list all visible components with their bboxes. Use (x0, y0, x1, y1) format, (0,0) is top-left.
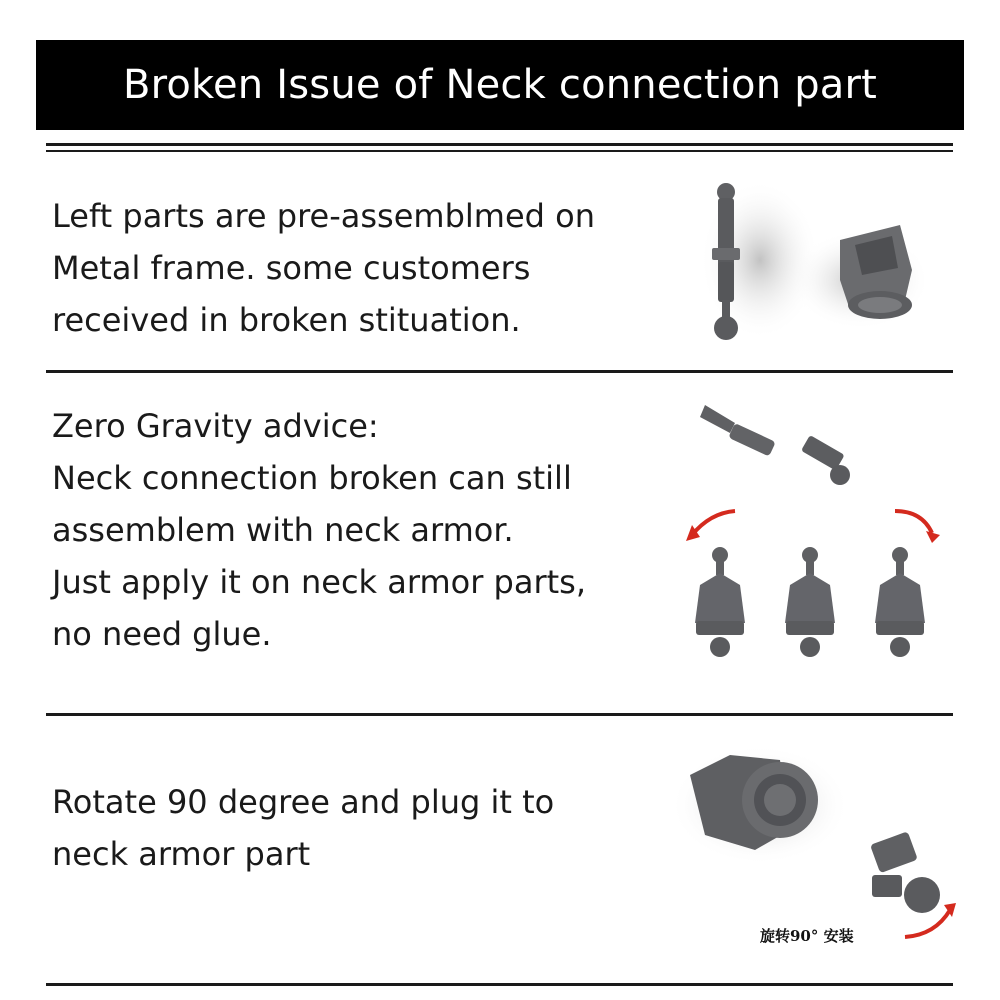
divider-double-top (46, 143, 953, 146)
arrowhead-icon (926, 531, 940, 543)
text-line: neck armor part (52, 835, 311, 873)
text-line: Left parts are pre-assemblmed on (52, 197, 595, 235)
assembly-steps-photo (650, 395, 960, 695)
section-2-text (52, 400, 586, 660)
section-1-text (52, 190, 595, 346)
page-title: Broken Issue of Neck connection part (122, 62, 878, 108)
rotate-left-arrow-icon (692, 511, 735, 535)
text-line: Rotate 90 degree and plug it to (52, 783, 555, 821)
broken-piece (801, 435, 850, 485)
rotate-arrow-icon (905, 910, 950, 937)
divider-double-bottom (46, 150, 953, 152)
assembled-part (785, 547, 835, 657)
neck-collar-part (840, 225, 912, 319)
divider (46, 713, 953, 716)
section-3-text (52, 776, 554, 880)
title-banner (36, 40, 964, 130)
text-line: Zero Gravity advice: (52, 407, 379, 445)
divider-bottom (46, 983, 953, 986)
neck-joint-part (870, 831, 940, 913)
text-line: Just apply it on neck armor parts, (52, 563, 586, 601)
divider (46, 370, 953, 373)
text-line: no need glue. (52, 615, 272, 653)
text-line: received in broken stituation. (52, 301, 521, 339)
assembled-part (875, 547, 925, 657)
assembled-part (695, 547, 745, 657)
text-line: assemblem with neck armor. (52, 511, 514, 549)
neck-parts-photo (680, 170, 960, 360)
broken-piece (700, 405, 776, 457)
rotate-right-arrow-icon (895, 511, 932, 533)
rotate-plug-photo (660, 735, 960, 950)
install-label: 旋转90° 安装 (760, 927, 854, 945)
text-line: Metal frame. some customers (52, 249, 531, 287)
text-line: Neck connection broken can still (52, 459, 572, 497)
